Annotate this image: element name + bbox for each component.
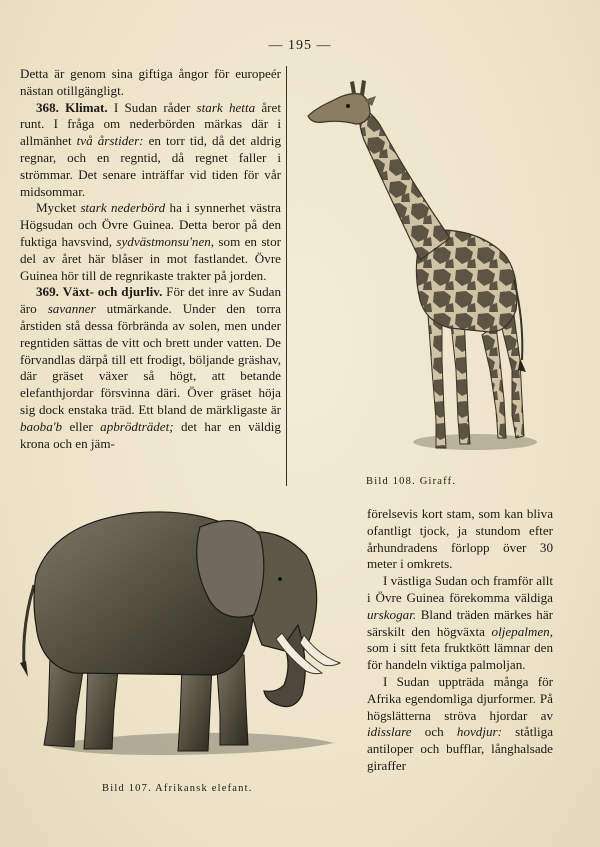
- page-number: — 195 —: [268, 38, 332, 53]
- paragraph-nederbord: [20, 200, 281, 284]
- emphasis-text: urskogar.: [367, 606, 417, 622]
- paragraph-klimat: [20, 100, 281, 201]
- left-text-column: [20, 66, 281, 452]
- text-run: För det inre av Sudan äro: [20, 284, 281, 317]
- giraffe-illustration: [300, 70, 540, 465]
- emphasis-text: apbrödträdet;: [100, 418, 174, 434]
- text-run: eller: [62, 418, 101, 434]
- text-run: Bland träden märkes här särskilt den högväxta: [367, 606, 553, 639]
- right-text-column: [367, 506, 553, 775]
- text-run: en torr tid, då det aldrig regnar, och en regntid, då regnet faller i strömmar. Det senare inträffar vid tiden för vår midsommar.: [20, 133, 281, 199]
- text-run: och: [411, 724, 457, 740]
- paragraph-baobab-cont: förelsevis kort stam, som kan bliva ofantligt tjock, ja stundom efter århundradens förlopp över 30 meter i omkrets.: [367, 506, 553, 572]
- section-number-368: 368.: [36, 99, 59, 115]
- section-heading-klimat: Klimat.: [65, 99, 108, 115]
- emphasis-text: hovdjur:: [456, 724, 502, 740]
- text-run: ståtliga antiloper och bufflar, långhalsade giraffer: [367, 724, 554, 773]
- elephant-illustration: [14, 505, 344, 770]
- paragraph-vaxt-djurliv: [20, 284, 281, 452]
- emphasis-text: sydvästmonsu'nen,: [116, 233, 215, 249]
- elephant-caption: Bild 107. Afrikansk elefant.: [102, 783, 253, 794]
- text-run: ha i synnerhet västra Högsudan och Övre Guinea. Detta beror på den fuktiga havsvind,: [20, 200, 281, 249]
- text-run: I Sudan uppträda många för Afrika egendomliga djurformer. På högslätterna ströva hjordar av: [367, 673, 553, 723]
- emphasis-text: två årstider:: [76, 133, 144, 149]
- emphasis-text: idisslare: [367, 724, 412, 740]
- emphasis-text: baoba'b: [20, 418, 63, 434]
- text-run: utmärkande. Under den torra årstiden stå dessa förbrända av solen, men under regntiden sättas de vitt och brett under vatten. De förvandlas därpå till ett frodigt, böljande gräshav, där gräset växer så högt, att betande elefanthjordar försvinna däri. Över gräset höja sig dock enstaka träd. Ett bland de märkligaste är: [20, 301, 281, 417]
- column-divider: [286, 66, 287, 486]
- text-run: som i sitt feta fruktkött lämnar den för handeln viktiga palmoljan.: [367, 640, 553, 673]
- section-number-369: 369.: [36, 284, 59, 300]
- text-run: I Sudan råder: [107, 99, 197, 115]
- text-run: det har en väldig krona och en jäm-: [20, 418, 281, 451]
- emphasis-text: oljepalmen,: [491, 623, 553, 639]
- text-run: Mycket: [36, 200, 81, 216]
- giraffe-caption: Bild 108. Giraff.: [366, 476, 457, 487]
- section-heading-vaxt: Växt- och djurliv.: [62, 284, 163, 300]
- emphasis-text: stark nederbörd: [80, 200, 166, 216]
- text-run: I västliga Sudan och framför allt i Övre Guinea förekomma väldiga: [367, 573, 553, 605]
- paragraph-djurformer: [367, 674, 553, 775]
- text-run: som en stor del av året här blåser in mot fastlandet. Övre Guinea hör till de regnrikaste trakter på jorden.: [20, 233, 281, 283]
- emphasis-text: savanner: [47, 301, 96, 317]
- paragraph-urskogar: [367, 573, 553, 674]
- text-run: året runt. I fråga om nederbörden märkas där i allmänhet: [20, 99, 281, 149]
- paragraph-intro: Detta är genom sina giftiga ångor för europeér nästan otillgängligt.: [20, 66, 281, 98]
- emphasis-text: stark hetta: [196, 99, 256, 115]
